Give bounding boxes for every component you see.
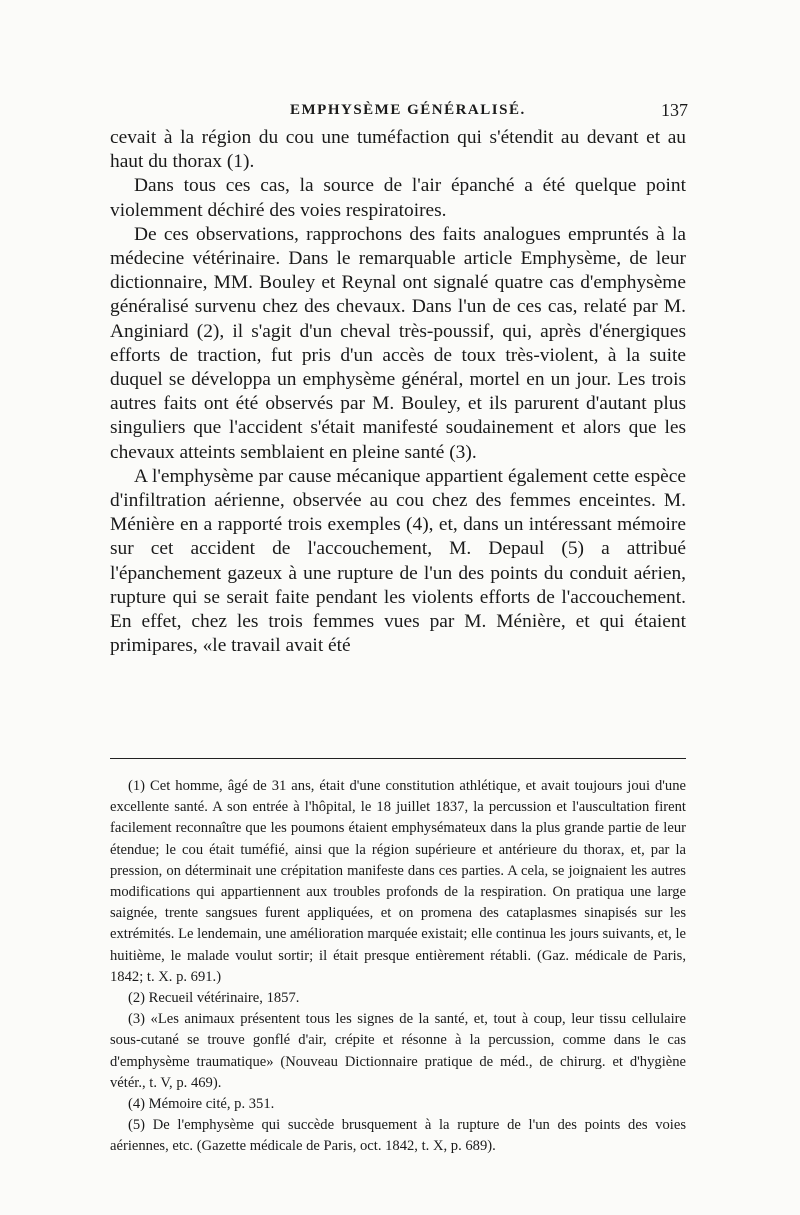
running-title: EMPHYSÈME GÉNÉRALISÉ. xyxy=(290,102,526,118)
footnote: (2) Recueil vétérinaire, 1857. xyxy=(128,990,300,1007)
body-paragraph: Dans tous ces cas, la source de l'air épanché a été quelque point violemment déchiré des voies respiratoires. xyxy=(110,175,686,221)
footnotes xyxy=(110,776,686,1158)
main-text xyxy=(110,126,686,658)
body-paragraph: cevait à la région du cou une tuméfaction qui s'étendit au devant et au haut du thorax (1). xyxy=(110,127,686,173)
footnote: (1) Cet homme, âgé de 31 ans, était d'une constitution athlétique, et avait toujours joui d'une excellente santé. A son entrée à l'hôpital, le 18 juillet 1837, la percussion et l'auscultation firent facilement reconnaître que les poumons étaient emphysémateux dans la plus grande partie de leur étendue; le cou était tuméfié, ainsi que la région supérieure et antérieure du thorax, et, par la pression, on déterminait une crépitation manifeste dans ces parties. A cela, se joignaient les autres modifications qui appartiennent aux troubles profonds de la respiration. On pratiqua une large saignée, trente sangsues furent appliquées, et on promena des cataplasmes sinapisés sur les extrémités. Le lendemain, une amélioration marquée existait; elle continua les jours suivants, et, le huitième, le malade voulut sortir; il était presque entièrement rétabli. (Gaz. médicale de Paris, 1842; t. X. p. 691.) xyxy=(110,778,686,985)
page-number: 137 xyxy=(661,100,688,120)
footnote-divider xyxy=(110,758,686,759)
page-header xyxy=(110,100,688,124)
body-paragraph: De ces observations, rapprochons des faits analogues empruntés à la médecine vétérinaire. Dans le remarquable article Emphysème, de leur dictionnaire, MM. Bouley et Reynal ont signalé quatre cas d'emphysème généralisé survenu chez des chevaux. Dans l'un de ces cas, relaté par M. Anginiard (2), il s'agit d'un cheval très-poussif, qui, après d'énergiques efforts de traction, fut pris d'un accès de toux très-violent, à la suite duquel se développa un emphysème général, mortel en un jour. Les trois autres faits ont été observés par M. Bouley, et ils parurent d'autant plus singuliers que l'accident s'était manifesté soudainement et alors que les chevaux atteints semblaient en pleine santé (3). xyxy=(110,223,686,463)
footnote: (5) De l'emphysème qui succède brusquement à la rupture de l'un des points des voies aériennes, etc. (Gazette médicale de Paris, oct. 1842, t. X, p. 689). xyxy=(110,1117,686,1155)
footnote: (4) Mémoire cité, p. 351. xyxy=(128,1096,275,1113)
body-paragraph: A l'emphysème par cause mécanique appartient également cette espèce d'infiltration aérienne, observée au cou chez des femmes enceintes. M. Ménière en a rapporté trois exemples (4), et, dans un intéressant mémoire sur cet accident de l'accouchement, M. Depaul (5) a attribué l'épanchement gazeux à une rupture de l'un des points du conduit aérien, rupture qui se serait faite pendant les violents efforts de l'accouchement. En effet, chez les trois femmes vues par M. Ménière, et qui étaient primipares, «le travail avait été xyxy=(110,465,686,657)
footnote: (3) «Les animaux présentent tous les signes de la santé, et, tout à coup, leur tissu cellulaire sous-cutané se trouve gonflé d'air, crépite et résonne à la percussion, comme dans le cas d'emphysème traumatique» (Nouveau Dictionnaire pratique de méd., de chirurg. et d'hygiène vétér., t. V, p. 469). xyxy=(110,1011,686,1091)
